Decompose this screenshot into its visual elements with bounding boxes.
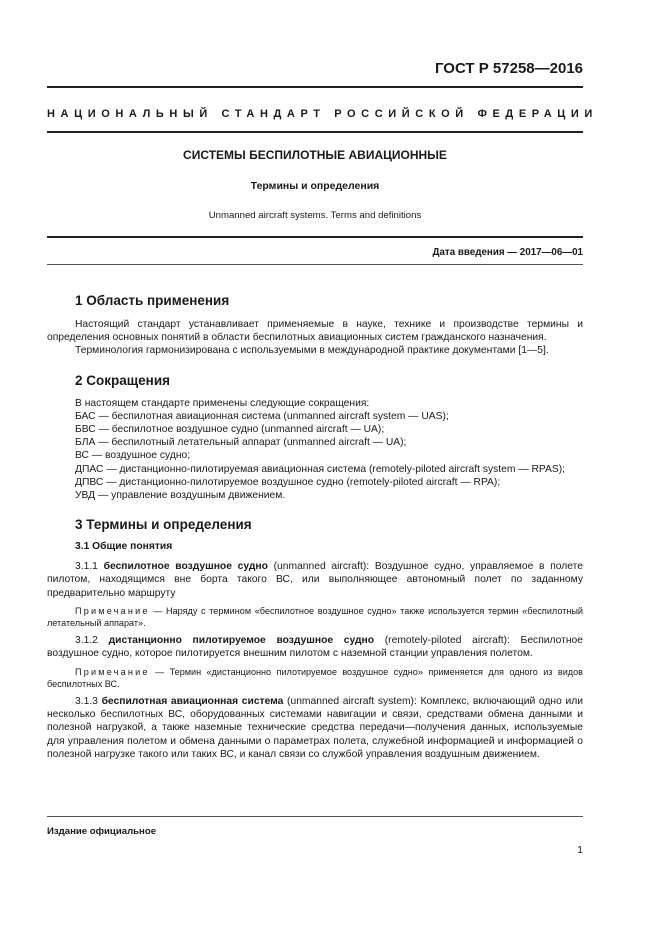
- abbreviation-item: БВС — беспилотное воздушное судно (unmanned aircraft — UA);: [75, 424, 385, 436]
- section-1-heading: 1 Область применения: [75, 293, 230, 308]
- subsection-3-1-heading: 3.1 Общие понятия: [75, 541, 173, 553]
- note-label: Примечание: [75, 666, 150, 677]
- term-number: 3.1.3: [75, 696, 98, 708]
- date-rule: [47, 264, 583, 265]
- abbreviation-item: ВС — воздушное судно;: [75, 450, 191, 462]
- abbreviation-item: УВД — управление воздушным движением.: [75, 490, 286, 502]
- note-1: [47, 605, 583, 629]
- title-rule: [47, 236, 583, 238]
- english-title: Unmanned aircraft systems. Terms and definitions: [208, 210, 422, 221]
- note-2: [47, 666, 583, 690]
- section-2-intro: В настоящем стандарте применены следующие сокращения:: [75, 397, 370, 409]
- document-subtitle: Термины и определения: [250, 180, 380, 192]
- official-edition-label: Издание официальное: [47, 826, 157, 837]
- section-1-paragraph-2: Терминология гармонизирована с используемыми в международной практике документами [1—5].: [75, 345, 549, 357]
- term-name: дистанционно пилотируемое воздушное судно: [108, 635, 375, 647]
- section-1-paragraph-1: Настоящий стандарт устанавливает применяемые в науке, технике и производстве термины и определения основных понятий в области беспилотных авиационных систем гражданского назначения.: [47, 319, 583, 344]
- note-text: — Наряду с термином «беспилотное воздушное судно» также используется термин «беспилотный летательный аппарат».: [47, 605, 583, 629]
- banner-rule: [47, 131, 583, 133]
- term-number: 3.1.1: [75, 561, 98, 573]
- abbreviation-item: БЛА — беспилотный летательный аппарат (unmanned aircraft — UA);: [75, 437, 407, 449]
- term-3-1-3: [47, 695, 583, 761]
- term-name: беспилотное воздушное судно: [103, 561, 268, 573]
- document-code: ГОСТ Р 57258—2016: [434, 60, 583, 77]
- abbreviation-item: БАС — беспилотная авиационная система (unmanned aircraft system — UAS);: [75, 410, 449, 422]
- section-3-heading: 3 Термины и определения: [75, 517, 252, 533]
- note-label: Примечание: [75, 605, 150, 616]
- term-definition: (unmanned aircraft): Воздушное судно, управляемое в полете пилотом, находящимся вне борта такого ВС, или выполняющее автономный полет по заданному предварительно маршруту: [47, 561, 583, 599]
- term-3-1-2: [47, 634, 583, 660]
- term-name: беспилотная авиационная система: [101, 696, 284, 708]
- document-body: [47, 292, 583, 761]
- top-rule: [47, 86, 583, 88]
- abbreviation-item: ДПВС — дистанционно-пилотируемое воздушное судно (remotely-piloted aircraft — RPA);: [75, 476, 501, 488]
- term-number: 3.1.2: [75, 635, 98, 647]
- document-title: СИСТЕМЫ БЕСПИЛОТНЫЕ АВИАЦИОННЫЕ: [183, 148, 447, 162]
- term-3-1-1: [47, 560, 583, 600]
- national-standard-banner: НАЦИОНАЛЬНЫЙ СТАНДАРТ РОССИЙСКОЙ ФЕДЕРАЦИИ: [47, 108, 598, 120]
- section-2-heading: 2 Сокращения: [75, 372, 170, 388]
- term-definition: (remotely-piloted aircraft): Беспилотное воздушное судно, которое пилотируется внешним пилотом с наземной станции управления полетом.: [47, 635, 583, 660]
- introduction-date: Дата введения — 2017—06—01: [432, 247, 583, 258]
- footer-rule: [47, 816, 583, 817]
- note-text: — Термин «дистанционно пилотируемое воздушное судно» применяется для одного из видов беспилотных ВС.: [47, 666, 583, 689]
- abbreviation-item: ДПАС — дистанционно-пилотируемая авиационная система (remotely-piloted aircraft system — RPAS);: [75, 463, 566, 475]
- page-number: 1: [577, 845, 583, 856]
- term-definition: (unmanned aircraft system): Комплекс, включающий одно или несколько беспилотных ВС, оборудованных системами навигации и связи, средствами обмена данными и полезной нагрузкой, а также наземные технические средства передачи—получения данных, используемые для управления полетом и обмена данными о параметрах полета, служебной информацией и информацией о полезной нагрузке такого или таких ВС, и канал связи со службой управления воздушным движением.: [47, 696, 583, 760]
